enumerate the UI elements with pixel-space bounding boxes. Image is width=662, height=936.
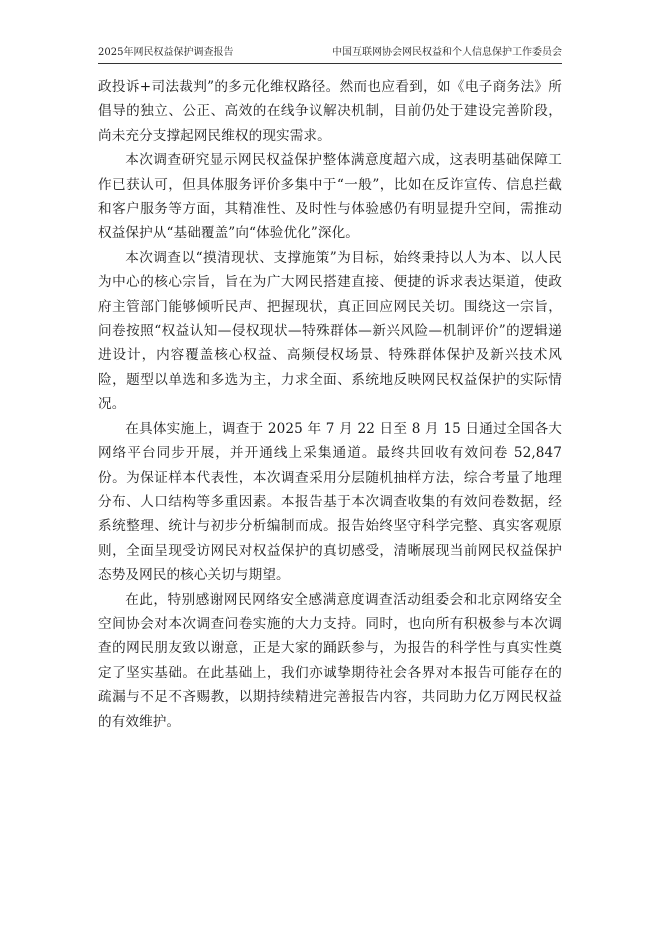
paragraph-continuation: 政投诉+司法裁判”的多元化维权路径。然而也应看到，如《电子商务法》所倡导的独立、公正、高效的在线争议解决机制，目前仍处于建设完善阶段，尚未充分支撑起网民维权的现实需求。 <box>98 79 562 144</box>
paragraph-satisfaction: 本次调查研究显示网民权益保护整体满意度超六成，这表明基础保障工作已获认可，但具体服务评价多集中于“一般”，比如在反诈宣传、信息拦截和客户服务等方面，其精准性、及时性与体验感仍有明显提升空间，需推动权益保护从“基础覆盖”向“体验优化”深化。 <box>98 152 562 242</box>
header-organization: 中国互联网协会网民权益和个人信息保护工作委员会 <box>332 47 562 58</box>
header-report-title: 2025年网民权益保护调查报告 <box>98 47 234 58</box>
body-text <box>98 75 562 734</box>
paragraph-acknowledgements: 在此，特别感谢网民网络安全感满意度调查活动组委会和北京网络安全空间协会对本次调查问卷实施的大力支持。同时，也向所有积极参与本次调查的网民朋友致以谢意，正是大家的踊跃参与，为报告的科学性与真实性奠定了坚实基础。在此基础上，我们亦诚挚期待社会各界对本报告可能存在的疏漏与不足不吝赐教，以期持续精进完善报告内容，共同助力亿万网民权益的有效维护。 <box>98 591 562 730</box>
header-divider <box>98 63 562 64</box>
paragraph-survey-design: 本次调查以“摸清现状、支撑施策”为目标，始终秉持以人为本、以人民为中心的核心宗旨，旨在为广大网民搭建直接、便捷的诉求表达渠道，使政府主管部门能够倾听民声、把握现状，真正回应网民关切。围绕这一宗旨，问卷按照“权益认知—侵权现状—特殊群体—新兴风险—机制评价”的逻辑递进设计，内容覆盖核心权益、高频侵权场景、特殊群体保护及新兴技术风险，题型以单选和多选为主，力求全面、系统地反映网民权益保护的实际情况。 <box>98 249 562 413</box>
paragraph-implementation: 在具体实施上，调查于 2025 年 7 月 22 日至 8 月 15 日通过全国各大网络平台同步开展，并开通线上采集通道。最终共回收有效问卷 52,847 份。为保证样本代表性，本次调查采用分层随机抽样方法，综合考量了地理分布、人口结构等多重因素。本报告基于本次调查收集的有效问卷数据，经系统整理、统计与初步分析编制而成。报告始终坚守科学完整、真实客观原则，全面呈现受访网民对权益保护的真切感受，清晰展现当前网民权益保护态势及网民的核心关切与期望。 <box>98 420 562 584</box>
running-header <box>98 44 562 62</box>
